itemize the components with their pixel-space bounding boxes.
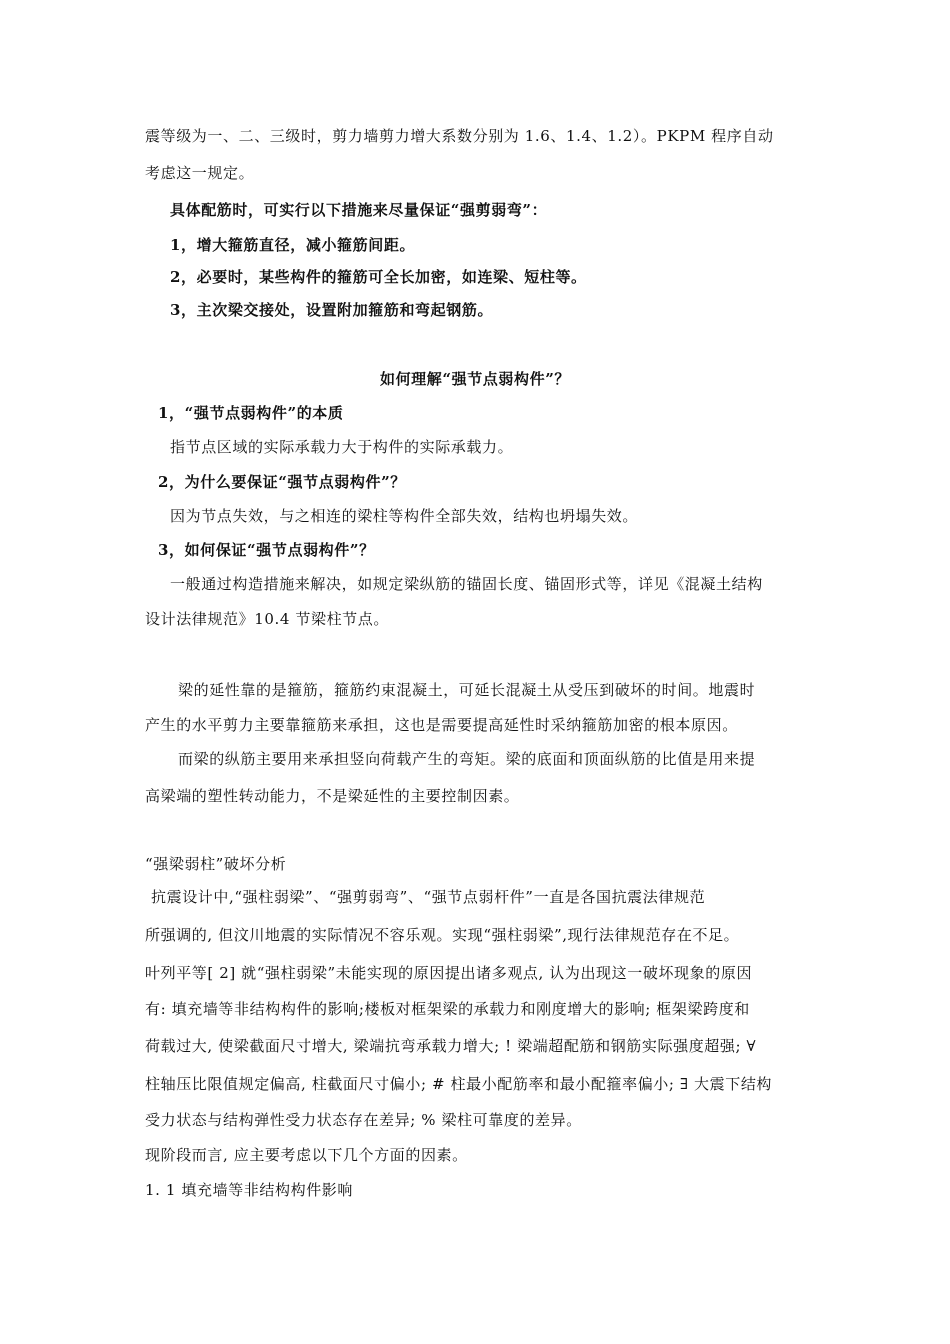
joint-answer-1: 指节点区域的实际承载力大于构件的实际承载力。 bbox=[170, 438, 514, 456]
analysis-line-3: 叶列平等[ 2] 就“强柱弱梁”未能实现的原因提出诸多观点, 认为出现这一破坏现象的原因 bbox=[145, 964, 753, 982]
joint-answer-2: 因为节点失效，与之相连的梁柱等构件全部失效，结构也坍塌失效。 bbox=[170, 507, 639, 525]
analysis-section-heading: 1. 1 填充墙等非结构构件影响 bbox=[145, 1181, 353, 1199]
joint-question-3: 3，如何保证“强节点弱构件”？ bbox=[158, 541, 375, 559]
analysis-line-5: 荷载过大, 使梁截面尺寸增大, 梁端抗弯承载力增大; ! 梁端超配筋和钢筋实际强度超强; ∀ bbox=[145, 1037, 757, 1055]
ductility-para-2-line-2: 高梁端的塑性转动能力，不是梁延性的主要控制因素。 bbox=[145, 787, 520, 805]
joint-question-2: 2，为什么要保证“强节点弱构件”？ bbox=[158, 473, 406, 491]
analysis-line-2: 所强调的, 但汶川地震的实际情况不容乐观。实现“强柱弱梁”,现行法律规范存在不足。 bbox=[145, 926, 740, 944]
intro-line-2: 考虑这一规定。 bbox=[145, 164, 255, 182]
measures-heading: 具体配筋时，可实行以下措施来尽量保证“强剪弱弯”： bbox=[170, 201, 548, 219]
joint-answer-3-line-1: 一般通过构造措施来解决，如规定梁纵筋的锚固长度、锚固形式等，详见《混凝土结构 bbox=[170, 575, 763, 593]
joint-answer-3-line-2: 设计法律规范》10.4 节梁柱节点。 bbox=[145, 610, 389, 628]
measure-item-3: 3，主次梁交接处，设置附加箍筋和弯起钢筋。 bbox=[170, 301, 494, 319]
analysis-line-4: 有: 填充墙等非结构构件的影响;楼板对框架梁的承载力和刚度增大的影响; 框架梁跨度和 bbox=[145, 1000, 750, 1018]
intro-line-1: 震等级为一、二、三级时，剪力墙剪力增大系数分别为 1.6、1.4、1.2）。PKPM 程序自动 bbox=[145, 127, 774, 145]
joint-question-1: 1，“强节点弱构件”的本质 bbox=[158, 404, 344, 422]
analysis-line-6: 柱轴压比限值规定偏高, 柱截面尺寸偏小; # 柱最小配筋率和最小配箍率偏小; ∃ 大震下结构 bbox=[145, 1075, 773, 1093]
joint-section-title: 如何理解“强节点弱构件”？ bbox=[379, 370, 571, 388]
measure-item-2: 2，必要时，某些构件的箍筋可全长加密，如连梁、短柱等。 bbox=[170, 268, 587, 286]
analysis-title: “强梁弱柱”破坏分析 bbox=[145, 855, 287, 873]
ductility-para-1-line-1: 梁的延性靠的是箍筋，箍筋约束混凝土，可延长混凝土从受压到破坏的时间。地震时 bbox=[178, 681, 756, 699]
ductility-para-1-line-2: 产生的水平剪力主要靠箍筋来承担，这也是需要提高延性时采纳箍筋加密的根本原因。 bbox=[145, 716, 738, 734]
ductility-para-2-line-1: 而梁的纵筋主要用来承担竖向荷载产生的弯矩。梁的底面和顶面纵筋的比值是用来提 bbox=[178, 750, 756, 768]
analysis-line-1: 抗震设计中,“强柱弱梁”、“强剪弱弯”、“强节点弱杆件”一直是各国抗震法律规范 bbox=[151, 888, 706, 906]
analysis-summary: 现阶段而言, 应主要考虑以下几个方面的因素。 bbox=[145, 1146, 468, 1164]
analysis-line-7: 受力状态与结构弹性受力状态存在差异; % 梁柱可靠度的差异。 bbox=[145, 1111, 582, 1129]
measure-item-1: 1，增大箍筋直径，减小箍筋间距。 bbox=[170, 236, 416, 254]
